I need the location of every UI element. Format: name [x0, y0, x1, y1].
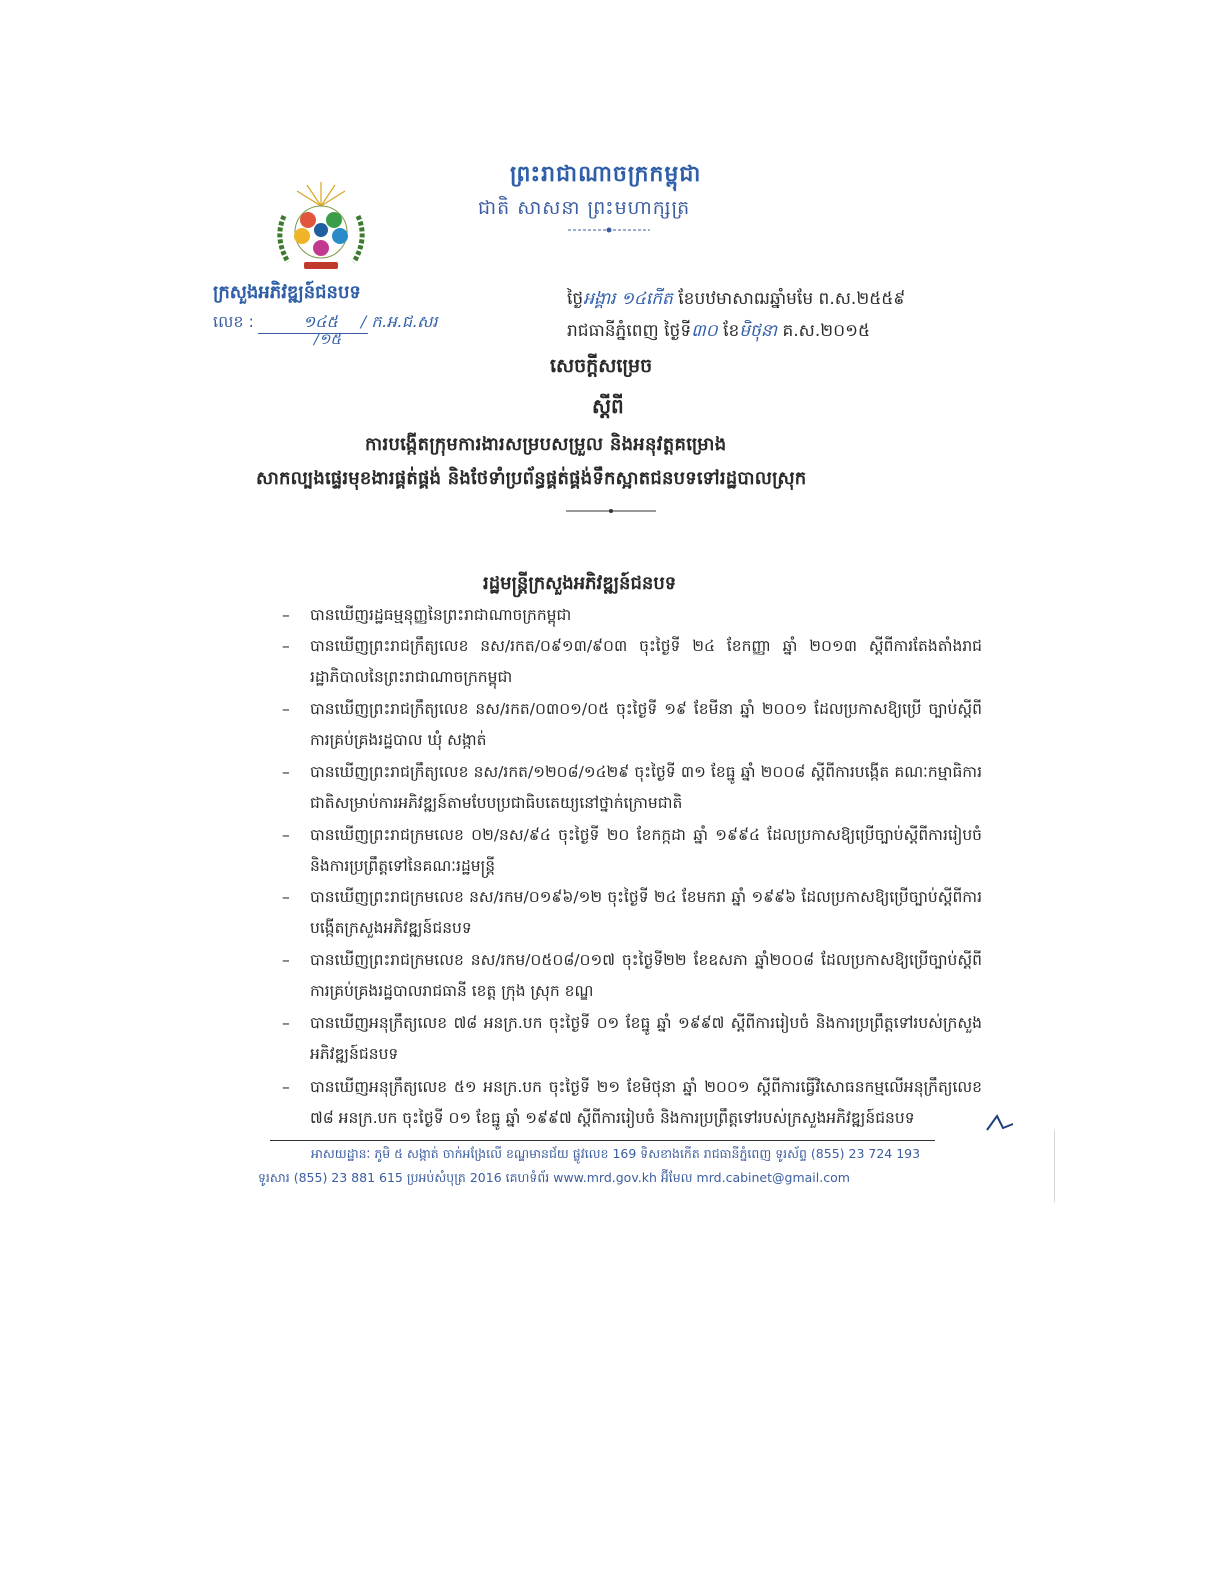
ministry-name: ក្រសួងអភិវឌ្ឍន៍ជនបទ	[213, 282, 361, 303]
ref-label: លេខ :	[213, 312, 254, 331]
list-item: – បានឃើញអនុក្រឹត្យលេខ ៧៨ អនក្រ.បក ចុះថ្ងៃទី ០១ ខែធ្នូ ឆ្នាំ ១៩៩៧ ស្តីពីការរៀបចំ និងការប្រព្រឹត្តទៅរបស់ក្រសួងអភិវឌ្ឍន៍ជនបទ	[282, 1014, 982, 1063]
document-type: សេចក្តីសម្រេច	[550, 355, 653, 377]
list-item: – បានឃើញព្រះរាជក្រមលេខ នស/រកម/០៥០៨/០១៧ ចុះថ្ងៃទី២២ ខែឧសភា ឆ្នាំ២០០៨ ដែលប្រកាសឱ្យប្រើច្បាប់ស្តីពីការគ្រប់គ្រងរដ្ឋបាលរាជធានី ខេត្ត ក្រុង ស្រុក ខណ្ឌ	[282, 951, 982, 1000]
list-item: – បានឃើញអនុក្រឹត្យលេខ ៥១ អនក្រ.បក ចុះថ្ងៃទី ២១ ខែមិថុនា ឆ្នាំ ២០០១ ស្តីពីការធ្វើវិសោធនកម្មលើអនុក្រឹត្យលេខ ៧៨ អនក្រ.បក ចុះថ្ងៃទី ០១ ខែធ្នូ ឆ្នាំ ១៩៩៧ ស្តីពីការរៀបចំ និងការប្រព្រឹត្តទៅរបស់ក្រសួងអភិវឌ្ឍន៍ជនបទ	[282, 1078, 982, 1127]
document-title-line1: ការបង្កើតក្រុមការងារសម្របសម្រួល និងអនុវត្តគម្រោង	[365, 434, 727, 455]
document-about: ស្តីពី	[592, 394, 624, 418]
footer-contact: ទូរសារ (855) 23 881 615 ប្រអប់សំបុត្រ 2016 គេហទំព័រ www.mrd.gov.kh អ៊ីមែល mrd.cabinet@gmail.com	[258, 1170, 850, 1185]
initial-mark	[985, 1110, 1015, 1134]
ref-number: ១៤៥	[303, 312, 338, 331]
solar-date: រាជធានីភ្នំពេញ ថ្ងៃទី៣០ ខែមិថុនា គ.ស.២០១៥	[567, 321, 871, 341]
document-title-line2: សាកល្បងផ្ទេរមុខងារផ្គត់ផ្គង់ និងថែទាំប្រព័ន្ធផ្គត់ផ្គង់ទឹកស្អាតជនបទទៅរដ្ឋបាលស្រុក	[256, 468, 807, 489]
footer-address: អាសយដ្ឋានៈ ភូមិ ៥ សង្កាត់ ចាក់អង្រែលើ ខណ្ឌមានជ័យ ផ្លូវលេខ 169 ទិសខាងកើត រាជធានីភ្នំពេញ ទូរស័ព្ទ (855) 23 724 193	[311, 1146, 921, 1161]
ref-underline	[258, 333, 368, 334]
list-item: – បានឃើញរដ្ឋធម្មនុញ្ញនៃព្រះរាជាណាចក្រកម្ពុជា	[282, 606, 572, 624]
ref-suffix: / ក.អ.ជ.សរ	[360, 312, 438, 331]
title-divider	[566, 508, 656, 514]
kingdom-heading: ព្រះរាជាណាចក្រកម្ពុជា	[510, 162, 702, 187]
national-motto: ជាតិ សាសនា ព្រះមហាក្សត្រ	[478, 197, 691, 219]
header-ornament	[568, 227, 650, 233]
footer-rule	[270, 1140, 935, 1141]
list-item: – បានឃើញព្រះរាជក្រមលេខ ០២/នស/៩៤ ចុះថ្ងៃទី ២០ ខែកក្កដា ឆ្នាំ ១៩៩៤ ដែលប្រកាសឱ្យប្រើច្បាប់ស្តីពីការរៀបចំ និងការប្រព្រឹត្តទៅនៃគណៈរដ្ឋមន្ត្រី	[282, 826, 982, 875]
list-item: – បានឃើញព្រះរាជក្រឹត្យលេខ នស/រកត/១២០៨/១៤២៩ ចុះថ្ងៃទី ៣១ ខែធ្នូ ឆ្នាំ ២០០៨ ស្តីពីការបង្កើត គណៈកម្មាធិការជាតិសម្រាប់ការអភិវឌ្ឍន៍តាមបែបប្រជាធិបតេយ្យនៅថ្នាក់ក្រោមជាតិ	[282, 763, 982, 812]
ref-year: /១៥	[314, 330, 342, 348]
ministry-logo	[262, 176, 380, 280]
list-item: – បានឃើញព្រះរាជក្រមលេខ នស/រកម/០១៩៦/១២ ចុះថ្ងៃទី ២៤ ខែមករា ឆ្នាំ ១៩៩៦ ដែលប្រកាសឱ្យប្រើច្បាប់ស្តីពីការបង្កើតក្រសួងអភិវឌ្ឍន៍ជនបទ	[282, 888, 982, 937]
lunar-date: ថ្ងៃអង្គារ ១៤កើត ខែបឋមាសាឍឆ្នាំមមែ ព.ស.២៥៥៩	[567, 289, 906, 309]
scan-edge	[1054, 1130, 1055, 1202]
list-item: – បានឃើញព្រះរាជក្រឹត្យលេខ នស/រកត/០៩១៣/៩០៣ ចុះថ្ងៃទី ២៤ ខែកញ្ញា ឆ្នាំ ២០១៣ ស្តីពីការតែងតាំងរាជរដ្ឋាភិបាលនៃព្រះរាជាណាចក្រកម្ពុជា	[282, 637, 982, 686]
issuer-heading: រដ្ឋមន្រ្តីក្រសួងអភិវឌ្ឍន៍ជនបទ	[483, 573, 677, 594]
list-item: – បានឃើញព្រះរាជក្រឹត្យលេខ នស/រកត/០៣០១/០៥ ចុះថ្ងៃទី ១៩ ខែមីនា ឆ្នាំ ២០០១ ដែលប្រកាសឱ្យប្រើ ច្បាប់ស្តីពីការគ្រប់គ្រងរដ្ឋបាល ឃុំ សង្កាត់	[282, 700, 982, 749]
